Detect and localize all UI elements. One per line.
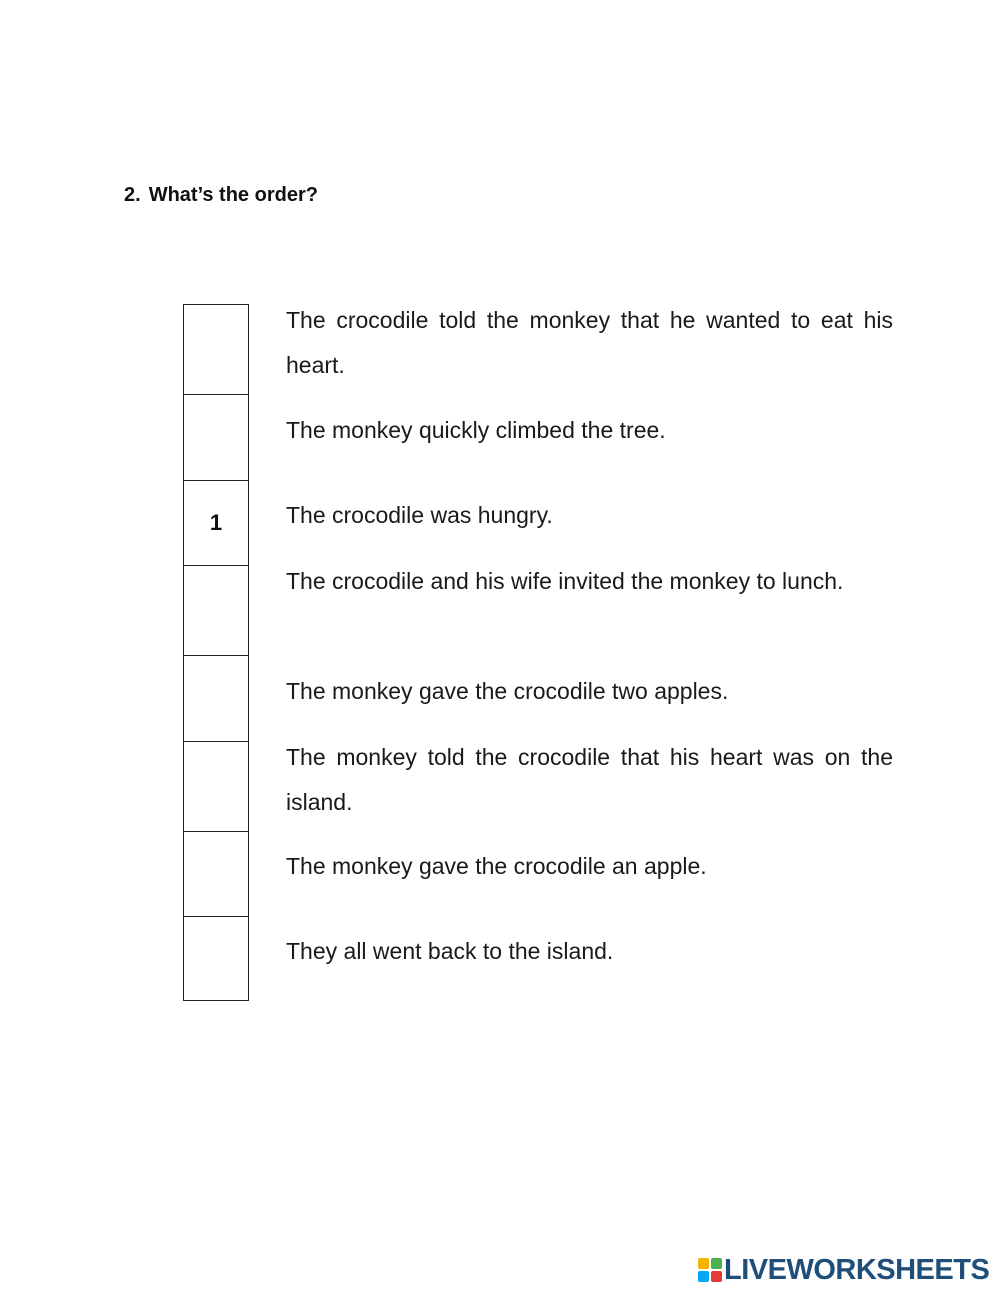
order-input-box[interactable]: 1: [183, 480, 249, 565]
order-input-box[interactable]: [183, 304, 249, 394]
order-row: [183, 655, 903, 741]
question-title: What’s the order?: [148, 184, 318, 206]
order-row: [183, 831, 903, 916]
sentence-text: The crocodile told the monkey that he wanted to eat his heart.: [286, 307, 893, 378]
sentence-text: The monkey told the crocodile that his heart was on the island.: [286, 744, 893, 815]
question-number: 2.: [124, 184, 141, 206]
ordering-table: [183, 304, 903, 1001]
order-row: [183, 394, 903, 480]
order-row: [183, 916, 903, 1001]
sentence-text: The monkey gave the crocodile an apple.: [286, 853, 707, 879]
order-row: [183, 741, 903, 831]
logo-square: [711, 1258, 722, 1269]
order-row: [183, 304, 903, 394]
logo-square: [698, 1271, 709, 1282]
sentence-text: The monkey quickly climbed the tree.: [286, 417, 666, 443]
logo-mark-icon: [698, 1258, 722, 1282]
sentence-text: The monkey gave the crocodile two apples.: [286, 678, 729, 704]
question-heading: [124, 184, 318, 207]
order-input-box[interactable]: [183, 741, 249, 831]
order-input-box[interactable]: [183, 565, 249, 655]
order-input-box[interactable]: [183, 655, 249, 741]
sentence-text: The crocodile and his wife invited the monkey to lunch.: [286, 568, 844, 594]
sentence-text: They all went back to the island.: [286, 938, 614, 964]
logo-square: [711, 1271, 722, 1282]
order-row: [183, 565, 903, 655]
liveworksheets-logo[interactable]: [698, 1255, 989, 1285]
order-input-box[interactable]: [183, 916, 249, 1001]
logo-square: [698, 1258, 709, 1269]
sentence-text: The crocodile was hungry.: [286, 502, 553, 528]
logo-text: LIVEWORKSHEETS: [724, 1253, 990, 1286]
order-input-box[interactable]: [183, 831, 249, 916]
order-input-box[interactable]: [183, 394, 249, 480]
order-row: [183, 480, 903, 565]
